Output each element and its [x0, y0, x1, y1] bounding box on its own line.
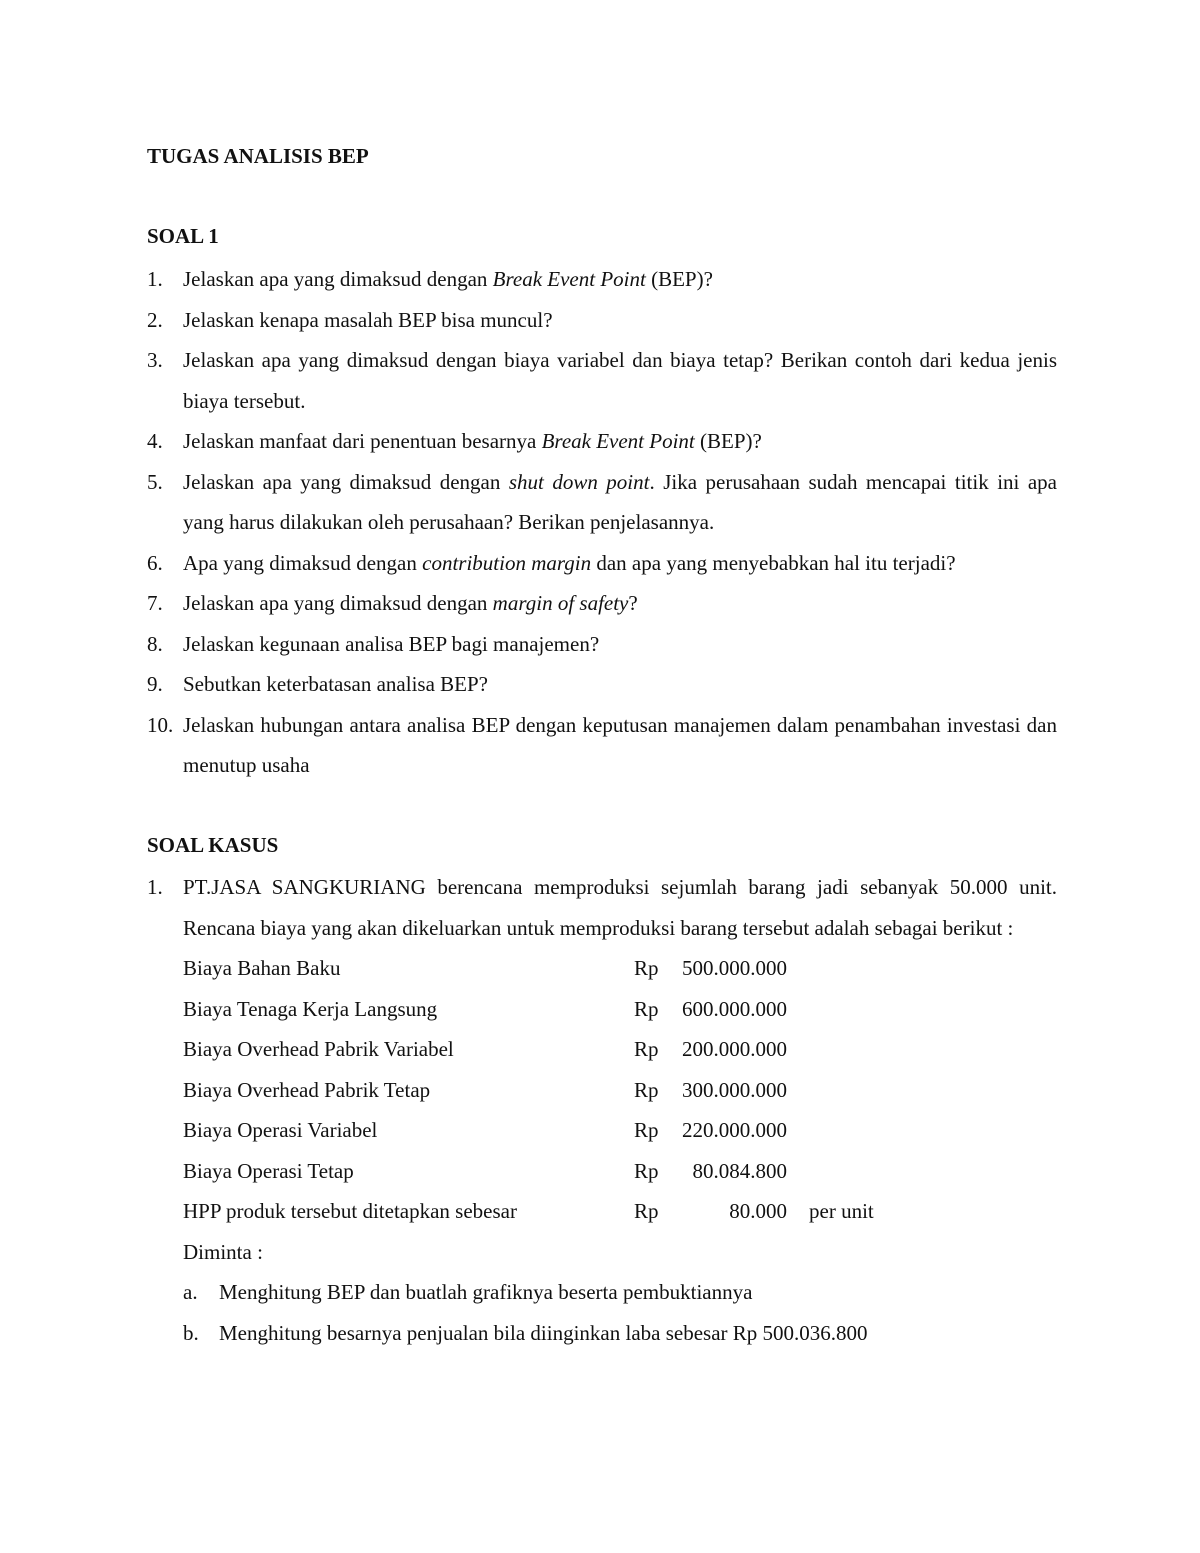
- item-text: Jelaskan apa yang dimaksud dengan: [183, 469, 509, 494]
- soal1-heading: SOAL 1: [147, 224, 219, 248]
- task-item: [183, 1313, 1057, 1354]
- item-text: (BEP)?: [694, 429, 762, 453]
- list-item: [147, 300, 1057, 341]
- list-item: [147, 664, 1057, 705]
- item-number: 10.: [147, 712, 174, 737]
- cost-amount: 80.084.800: [692, 1158, 787, 1183]
- cost-amount: 80.000: [729, 1199, 787, 1223]
- item-number: 4.: [147, 429, 163, 453]
- currency-label: Rp: [634, 1199, 659, 1223]
- currency-label: Rp: [634, 956, 659, 980]
- item-text: Jelaskan apa yang dimaksud dengan: [183, 591, 493, 615]
- item-text: (BEP)?: [645, 267, 713, 291]
- cost-row: [183, 1029, 1057, 1070]
- list-item: [147, 543, 1057, 584]
- item-number: 2.: [147, 307, 163, 332]
- task-letter: b.: [183, 1320, 199, 1345]
- list-item: [147, 340, 1057, 421]
- currency-label: Rp: [634, 1037, 659, 1061]
- cost-row: [183, 948, 1057, 989]
- item-text: Jelaskan kegunaan analisa BEP bagi manajemen?: [183, 631, 600, 656]
- cost-amount: 220.000.000: [682, 1118, 787, 1142]
- item-text: Jelaskan kenapa masalah BEP bisa muncul?: [183, 307, 553, 332]
- diminta-label: Diminta :: [183, 1239, 263, 1264]
- item-text: Jelaskan apa yang dimaksud dengan biaya variabel dan biaya tetap? Berikan contoh dari kedua jenis biaya tersebut.: [183, 348, 1057, 413]
- cost-row: [183, 1110, 1057, 1151]
- item-number: 3.: [147, 348, 163, 372]
- cost-amount: 500.000.000: [682, 956, 787, 980]
- item-term: Break Event Point: [492, 267, 646, 291]
- document-title: TUGAS ANALISIS BEP: [147, 144, 369, 168]
- cost-amount: 200.000.000: [682, 1037, 787, 1061]
- item-number: 6.: [147, 550, 163, 575]
- item-term: shut down point: [508, 469, 650, 494]
- item-term: contribution margin: [422, 550, 592, 575]
- item-text: Jelaskan hubungan antara analisa BEP dengan keputusan manajemen dalam penambahan investasi dan menutup usaha: [183, 712, 1057, 777]
- cost-label: Biaya Operasi Tetap: [183, 1158, 354, 1183]
- list-item: [147, 705, 1057, 786]
- list-item: [147, 583, 1057, 624]
- list-item: [147, 421, 1057, 462]
- task-text: Menghitung besarnya penjualan bila diinginkan laba sebesar Rp 500.036.800: [219, 1320, 868, 1345]
- cost-unit: per unit: [809, 1199, 874, 1223]
- cost-label: Biaya Overhead Pabrik Tetap: [183, 1077, 431, 1102]
- task-letter: a.: [183, 1280, 198, 1304]
- soal1-question-list: [147, 259, 1057, 786]
- cost-label: Biaya Operasi Variabel: [183, 1118, 378, 1142]
- item-text: Jelaskan apa yang dimaksud dengan: [183, 267, 493, 291]
- kasus-question-list: [147, 867, 1057, 1353]
- list-item: [147, 462, 1057, 543]
- item-text: dan apa yang menyebabkan hal itu terjadi?: [591, 550, 956, 575]
- cost-row: [183, 989, 1057, 1030]
- item-number: 1.: [147, 875, 163, 899]
- item-text: Jelaskan manfaat dari penentuan besarnya: [183, 429, 542, 453]
- item-text: Sebutkan keterbatasan analisa BEP?: [183, 672, 488, 696]
- cost-label: Biaya Bahan Baku: [183, 956, 341, 980]
- currency-label: Rp: [634, 996, 659, 1021]
- cost-amount: 300.000.000: [682, 1077, 787, 1102]
- task-list: [183, 1272, 1057, 1353]
- item-term: margin of safety: [492, 591, 629, 615]
- task-text: Menghitung BEP dan buatlah grafiknya beserta pembuktiannya: [219, 1280, 753, 1304]
- item-number: 1.: [147, 267, 163, 291]
- item-number: 8.: [147, 631, 163, 656]
- item-number: 5.: [147, 469, 163, 494]
- item-text: ?: [628, 591, 638, 615]
- cost-label: Biaya Tenaga Kerja Langsung: [183, 996, 438, 1021]
- item-term: Break Event Point: [541, 429, 695, 453]
- cost-label: HPP produk tersebut ditetapkan sebesar: [183, 1199, 517, 1223]
- cost-amount: 600.000.000: [682, 996, 787, 1021]
- list-item: [147, 624, 1057, 665]
- item-text: . Jika perusahaan sudah mencapai titik ini apa yang harus dilakukan oleh perusahaan? Berikan penjelasannya.: [183, 469, 1057, 534]
- currency-label: Rp: [634, 1158, 659, 1183]
- soal-kasus-heading: SOAL KASUS: [147, 833, 279, 857]
- currency-label: Rp: [634, 1077, 659, 1102]
- cost-row: [183, 1070, 1057, 1111]
- item-number: 7.: [147, 591, 163, 615]
- task-item: [183, 1272, 1057, 1313]
- cost-row: [183, 1191, 1057, 1232]
- item-text: Apa yang dimaksud dengan: [183, 550, 423, 575]
- case-intro: PT.JASA SANGKURIANG berencana memproduksi sejumlah barang jadi sebanyak 50.000 unit. Rencana biaya yang akan dikeluarkan untuk memproduksi barang tersebut adalah sebagai berikut :: [183, 875, 1057, 940]
- item-number: 9.: [147, 672, 163, 696]
- list-item: [147, 259, 1057, 300]
- list-item: [147, 867, 1057, 1353]
- cost-row: [183, 1151, 1057, 1192]
- currency-label: Rp: [634, 1118, 659, 1142]
- cost-label: Biaya Overhead Pabrik Variabel: [183, 1037, 454, 1061]
- cost-table: [183, 948, 1057, 1232]
